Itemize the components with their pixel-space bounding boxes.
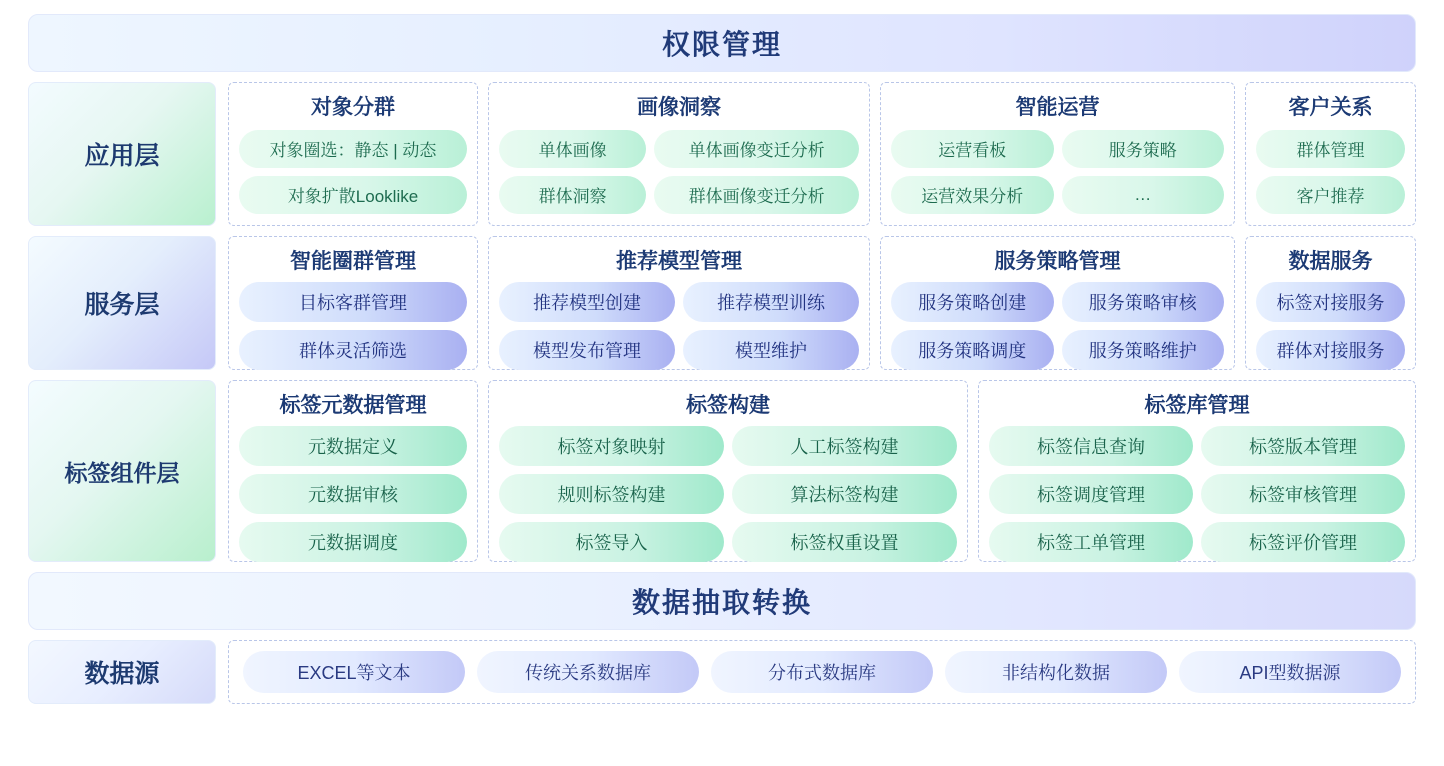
layer-label-application: 应用层 [28, 82, 216, 226]
group-title: 服务策略管理 [994, 250, 1121, 273]
group-tag-metadata-management [228, 380, 478, 562]
pill-object-selection[interactable]: 对象圈选：静态 | 动态 [239, 130, 467, 168]
group-title: 对象分群 [311, 96, 395, 119]
pill-api-data-source[interactable]: API型数据源 [1179, 651, 1401, 693]
group-title: 客户关系 [1288, 96, 1373, 119]
pill-tag-review-management[interactable]: 标签审核管理 [1201, 474, 1405, 514]
layer-data-source [28, 640, 1416, 704]
pill-tag-evaluation-management[interactable]: 标签评价管理 [1201, 522, 1405, 562]
pill-service-strategy[interactable]: 服务策略 [1062, 130, 1225, 168]
layer-body-service [228, 236, 1416, 370]
pill-grid [1256, 128, 1405, 215]
pill-grid [239, 128, 467, 215]
pill-strategy-review[interactable]: 服务策略审核 [1062, 282, 1225, 322]
pill-model-train[interactable]: 推荐模型训练 [683, 282, 859, 322]
layer-application [28, 82, 1416, 226]
group-title: 数据服务 [1288, 250, 1373, 273]
group-tag-library-management [978, 380, 1416, 562]
pill-model-create[interactable]: 推荐模型创建 [499, 282, 675, 322]
pill-grid [989, 426, 1405, 562]
pill-grid [499, 426, 957, 562]
pill-algorithm-tag-construction[interactable]: 算法标签构建 [732, 474, 957, 514]
group-service-strategy-management [880, 236, 1235, 370]
pill-target-group-management[interactable]: 目标客群管理 [239, 282, 467, 322]
group-title: 标签构建 [686, 394, 770, 417]
group-data-service [1245, 236, 1416, 370]
group-object-segmentation [228, 82, 478, 226]
group-tag-construction [488, 380, 968, 562]
pill-distributed-db[interactable]: 分布式数据库 [711, 651, 933, 693]
group-title: 标签库管理 [1144, 394, 1250, 417]
layer-body-tag-component [228, 380, 1416, 562]
pill-tag-weight-setting[interactable]: 标签权重设置 [732, 522, 957, 562]
pill-grid [499, 128, 859, 215]
banner-data-extraction-transform: 数据抽取转换 [28, 572, 1416, 630]
pill-more[interactable]: … [1062, 176, 1225, 214]
group-title: 智能运营 [1015, 96, 1100, 119]
layer-service [28, 236, 1416, 370]
group-intelligent-operation [880, 82, 1235, 226]
pill-strategy-maintenance[interactable]: 服务策略维护 [1062, 330, 1225, 370]
group-title: 画像洞察 [637, 96, 721, 119]
group-recommendation-model-management [488, 236, 870, 370]
pill-excel-text[interactable]: EXCEL等文本 [243, 651, 465, 693]
pill-customer-recommendation[interactable]: 客户推荐 [1256, 176, 1405, 214]
banner-permission-management: 权限管理 [28, 14, 1416, 72]
pill-strategy-create[interactable]: 服务策略创建 [891, 282, 1054, 322]
pill-single-portrait-change-analysis[interactable]: 单体画像变迁分析 [654, 130, 859, 168]
pill-group-docking-service[interactable]: 群体对接服务 [1256, 330, 1405, 370]
pill-grid [1256, 282, 1405, 370]
pill-grid [499, 282, 859, 370]
pill-group-management[interactable]: 群体管理 [1256, 130, 1405, 168]
pill-tag-import[interactable]: 标签导入 [499, 522, 724, 562]
pill-model-maintenance[interactable]: 模型维护 [683, 330, 859, 370]
layer-label-service: 服务层 [28, 236, 216, 370]
layer-label-tag-component: 标签组件层 [28, 380, 216, 562]
pill-tag-workorder-management[interactable]: 标签工单管理 [989, 522, 1193, 562]
pill-strategy-schedule[interactable]: 服务策略调度 [891, 330, 1054, 370]
pill-tag-info-query[interactable]: 标签信息查询 [989, 426, 1193, 466]
group-portrait-insight [488, 82, 870, 226]
pill-metadata-definition[interactable]: 元数据定义 [239, 426, 467, 466]
pill-tag-docking-service[interactable]: 标签对接服务 [1256, 282, 1405, 322]
group-title: 推荐模型管理 [616, 250, 742, 273]
layer-tag-component [28, 380, 1416, 562]
pill-object-lookalike[interactable]: 对象扩散Looklike [239, 176, 467, 214]
group-customer-relationship [1245, 82, 1416, 226]
layer-label-data-source: 数据源 [28, 640, 216, 704]
pill-manual-tag-construction[interactable]: 人工标签构建 [732, 426, 957, 466]
layer-body-application [228, 82, 1416, 226]
pill-operation-effect-analysis[interactable]: 运营效果分析 [891, 176, 1054, 214]
pill-grid [891, 128, 1224, 215]
pill-grid [239, 282, 467, 370]
pill-tag-object-mapping[interactable]: 标签对象映射 [499, 426, 724, 466]
pill-metadata-review[interactable]: 元数据审核 [239, 474, 467, 514]
pill-tag-version-management[interactable]: 标签版本管理 [1201, 426, 1405, 466]
pill-metadata-schedule[interactable]: 元数据调度 [239, 522, 467, 562]
pill-grid [891, 282, 1224, 370]
group-title: 标签元数据管理 [279, 394, 427, 417]
pill-traditional-relational-db[interactable]: 传统关系数据库 [477, 651, 699, 693]
pill-operation-dashboard[interactable]: 运营看板 [891, 130, 1054, 168]
group-smart-group-management [228, 236, 478, 370]
pill-grid [239, 426, 467, 562]
pill-tag-schedule-management[interactable]: 标签调度管理 [989, 474, 1193, 514]
pill-group-insight[interactable]: 群体洞察 [499, 176, 646, 214]
pill-flexible-group-filter[interactable]: 群体灵活筛选 [239, 330, 467, 370]
pill-single-portrait[interactable]: 单体画像 [499, 130, 646, 168]
pill-group-portrait-change-analysis[interactable]: 群体画像变迁分析 [654, 176, 859, 214]
pill-model-release-management[interactable]: 模型发布管理 [499, 330, 675, 370]
group-title: 智能圈群管理 [290, 250, 416, 273]
data-source-box [228, 640, 1416, 704]
pill-rule-tag-construction[interactable]: 规则标签构建 [499, 474, 724, 514]
pill-unstructured-data[interactable]: 非结构化数据 [945, 651, 1167, 693]
